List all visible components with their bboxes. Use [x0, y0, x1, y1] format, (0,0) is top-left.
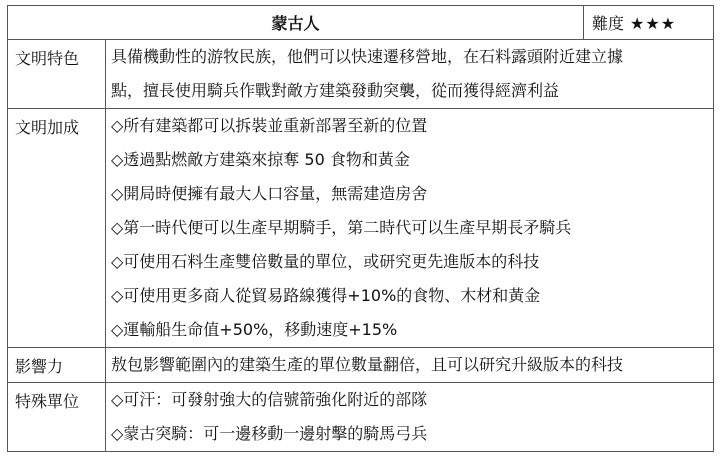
- unit-line: ◇可汗：可發射強大的信號箭強化附近的部隊: [111, 390, 428, 409]
- section-label: 文明加成: [8, 109, 106, 348]
- difficulty-cell: [584, 6, 714, 40]
- civilization-table: [7, 5, 714, 452]
- content-line: 敖包影響範圍內的建築生產的單位數量翻倍，且可以研究升級版本的科技: [111, 355, 624, 374]
- civ-title: 蒙古人: [8, 6, 584, 40]
- difficulty-stars: ★★★: [630, 14, 677, 33]
- bonus-line: ◇開局時便擁有最大人口容量，無需建造房舍: [111, 184, 428, 203]
- section-row-features: [8, 40, 714, 109]
- section-label: 影響力: [8, 348, 106, 383]
- unit-line: ◇蒙古突騎：可一邊移動一邊射擊的騎馬弓兵: [111, 424, 428, 443]
- section-label: 特殊單位: [8, 383, 106, 452]
- section-row-bonuses: [8, 109, 714, 348]
- section-content: [106, 40, 714, 109]
- section-content: [106, 383, 714, 452]
- bonus-line: ◇第一時代便可以生產早期騎手，第二時代可以生產早期長矛騎兵: [111, 218, 572, 237]
- bonus-line: ◇可使用更多商人從貿易路線獲得+10%的食物、木材和黃金: [111, 286, 541, 305]
- section-content: [106, 109, 714, 348]
- bonus-line: ◇透過點燃敵方建築來掠奪 50 食物和黃金: [111, 150, 410, 169]
- section-label: 文明特色: [8, 40, 106, 109]
- bonus-line: ◇運輸船生命值+50%，移動速度+15%: [111, 320, 398, 339]
- bonus-line: ◇所有建築都可以拆裝並重新部署至新的位置: [111, 116, 428, 135]
- content-line: 具備機動性的游牧民族，他們可以快速遷移營地，在石料露頭附近建立據: [111, 47, 624, 66]
- bonus-line: ◇可使用石料生產雙倍數量的單位，或研究更先進版本的科技: [111, 252, 540, 271]
- section-row-influence: [8, 348, 714, 383]
- section-row-units: [8, 383, 714, 452]
- header-row: [8, 6, 714, 40]
- content-line: 點，擅長使用騎兵作戰對敵方建築發動突襲，從而獲得經濟利益: [111, 81, 560, 100]
- section-content: [106, 348, 714, 383]
- difficulty-label: 難度: [592, 14, 625, 33]
